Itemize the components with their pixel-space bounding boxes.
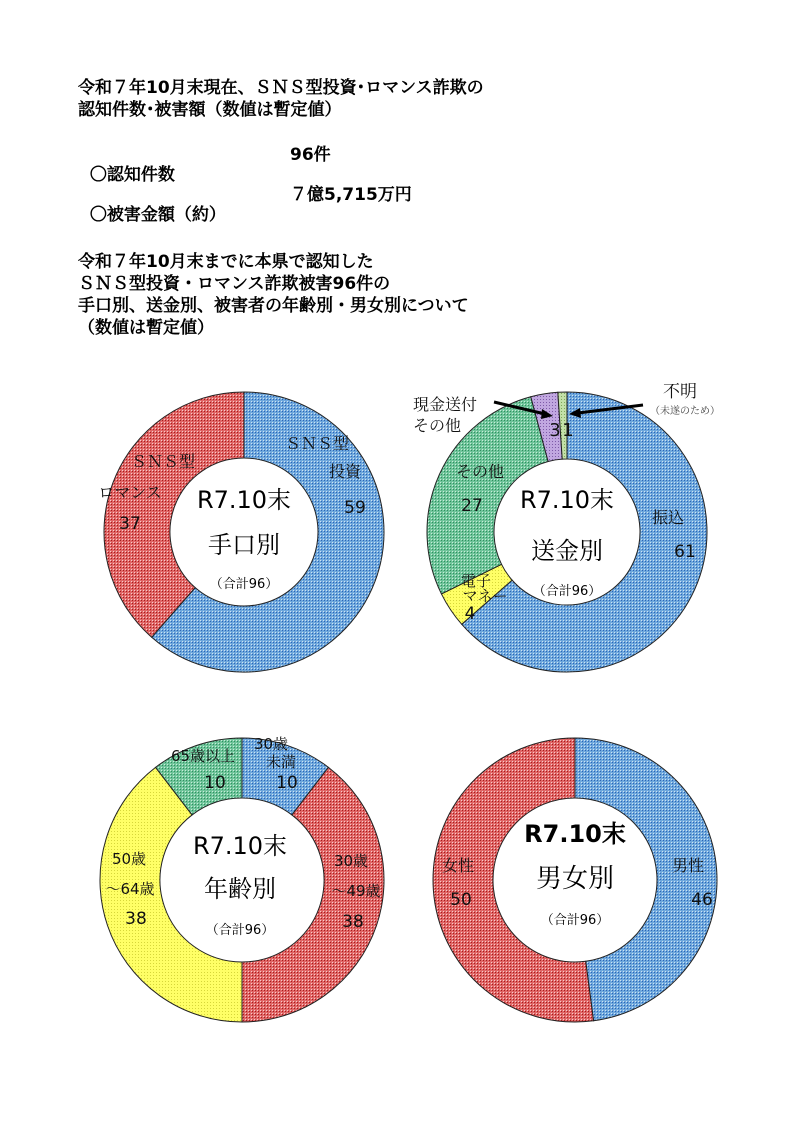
- label-furikomi-value: 61: [674, 542, 696, 562]
- label-unknown-1: 不明: [663, 382, 697, 402]
- label-invest-2: 投資: [328, 462, 361, 481]
- label-female: 女性: [441, 856, 474, 875]
- label-u30-value: 10: [276, 773, 298, 793]
- label-cash-2: その他: [413, 416, 462, 435]
- label-u30-2: 未満: [265, 753, 296, 771]
- label-a30-2: ～49歳: [331, 882, 381, 900]
- label-o65-1: 65歳以上: [170, 747, 236, 765]
- center-title: R7.10末: [196, 486, 292, 514]
- center-title: R7.10末: [192, 832, 288, 860]
- label-female-value: 50: [450, 890, 472, 910]
- label-invest-1: ＳＮＳ型: [284, 434, 349, 453]
- label-other-value: 27: [461, 496, 483, 516]
- center-title: R7.10末: [519, 486, 615, 514]
- label-a50-value: 38: [125, 909, 147, 929]
- count-label: 〇認知件数: [89, 165, 175, 185]
- center-total: （合計96）: [540, 913, 610, 928]
- label-emoney-1: 電子: [460, 572, 491, 590]
- section-line-2: ＳＮＳ型投資・ロマンス詐欺被害96件の: [78, 274, 391, 294]
- label-invest-value: 59: [344, 498, 366, 518]
- label-cash-1: 現金送付: [413, 395, 478, 414]
- center-total: （合計96）: [532, 584, 602, 599]
- count-value: 96件: [290, 145, 331, 165]
- label-emoney-2: マネー: [462, 587, 508, 605]
- label-romance-value: 37: [119, 514, 141, 534]
- label-a50-2: ～64歳: [105, 880, 155, 898]
- header-line-1: 令和７年10月末現在、ＳＮＳ型投資･ロマンス詐欺の: [78, 78, 484, 98]
- center-subtitle: 送金別: [531, 537, 603, 565]
- label-cash-value: 3: [549, 420, 561, 441]
- header-line-2: 認知件数･被害額（数値は暫定値）: [78, 100, 342, 120]
- label-unknown-value: 1: [562, 420, 574, 441]
- label-other: その他: [455, 462, 504, 481]
- center-subtitle: 年齢別: [204, 875, 276, 903]
- label-a30-value: 38: [342, 912, 364, 932]
- center-total: （合計96）: [209, 577, 279, 592]
- label-u30-1: 30歳: [253, 735, 289, 753]
- section-line-1: 令和７年10月末までに本県で認知した: [78, 252, 374, 272]
- damage-value: ７億5,715万円: [290, 185, 412, 205]
- label-a50-1: 50歳: [111, 850, 147, 868]
- label-furikomi: 振込: [651, 508, 684, 527]
- label-male: 男性: [671, 856, 704, 875]
- section-line-3: 手口別、送金別、被害者の年齢別・男女別について: [78, 296, 469, 316]
- label-a30-1: 30歳: [333, 852, 369, 870]
- label-unknown-2: （未遂のため）: [650, 406, 720, 417]
- label-romance-2: ロマンス: [98, 483, 162, 502]
- label-o65-value: 10: [204, 773, 226, 793]
- center-subtitle: 男女別: [535, 864, 614, 894]
- label-male-value: 46: [691, 890, 713, 910]
- damage-label: 〇被害金額（約）: [89, 205, 226, 225]
- section-line-4: （数値は暫定値）: [78, 318, 214, 338]
- center-subtitle: 手口別: [208, 531, 280, 559]
- center-total: （合計96）: [205, 923, 275, 938]
- center-title: R7.10末: [524, 820, 626, 848]
- label-emoney-value: 4: [464, 604, 476, 624]
- label-romance-1: ＳＮＳ型: [130, 452, 195, 471]
